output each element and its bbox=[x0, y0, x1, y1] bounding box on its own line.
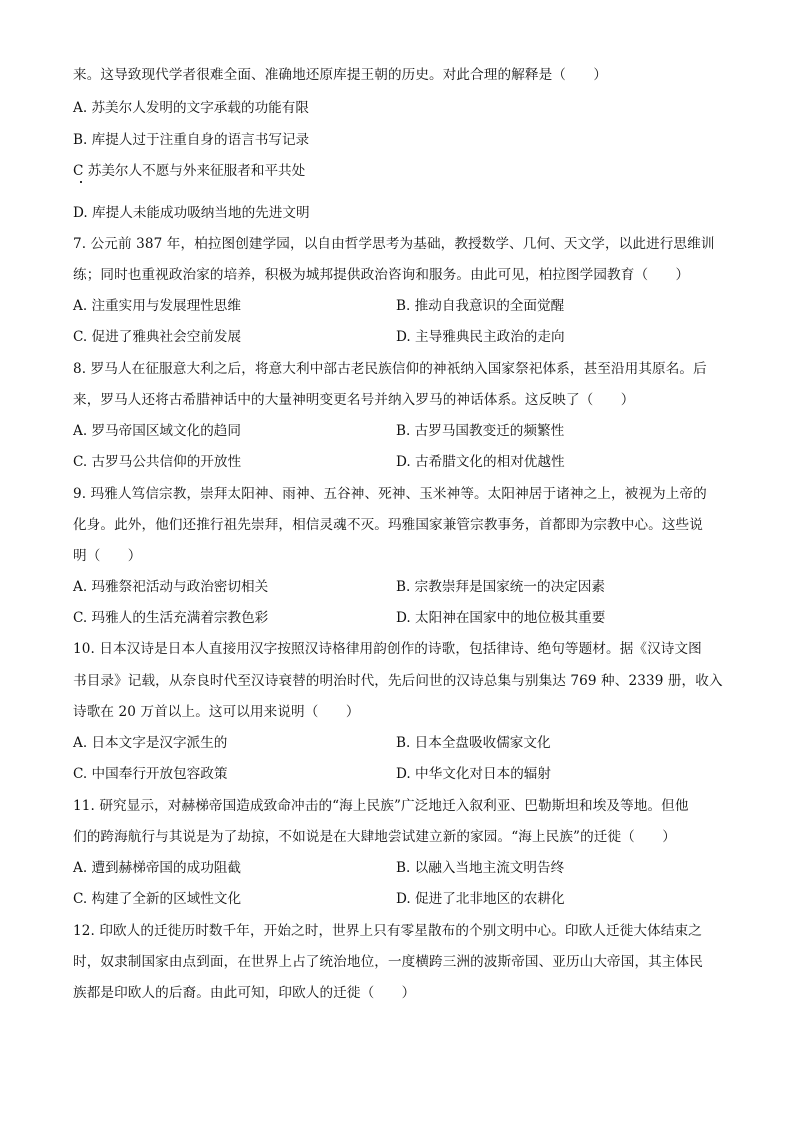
q10-option-d[interactable]: D. 中华文化对日本的辐射 bbox=[396, 766, 551, 782]
q11-option-b[interactable]: B. 以融入当地主流文明告终 bbox=[396, 860, 565, 876]
q12-stem-line-2: 时，奴隶制国家由点到面，在世界上占了统治地位，一度横跨三洲的波斯帝国、亚历山大帝国，其主体民 bbox=[73, 954, 703, 970]
q10-stem-line-3: 诗歌在 20 万首以上。这可以用来说明（ ） bbox=[73, 704, 360, 720]
q11-option-d[interactable]: D. 促进了北非地区的农耕化 bbox=[396, 891, 565, 907]
q9-option-d[interactable]: D. 太阳神在国家中的地位极其重要 bbox=[396, 610, 606, 626]
q11-stem-line-2: 们的跨海航行与其说是为了劫掠，不如说是在大肆地尝试建立新的家园。“海上民族”的迁徙（ ） bbox=[73, 829, 676, 845]
q6-option-c[interactable]: C 苏美尔人不愿与外来征服者和平共处 bbox=[73, 163, 306, 179]
q10-stem-line-2: 书目录》记载，从奈良时代至汉诗衰替的明治时代，先后问世的汉诗总集与别集达 769 种、2339 册，收入 bbox=[73, 673, 723, 689]
q6-option-d[interactable]: D. 库提人未能成功吸纳当地的先进文明 bbox=[73, 205, 310, 221]
q12-stem-line-1: 12. 印欧人的迁徙历时数千年，开始之时，世界上只有零星散布的个别文明中心。印欧人迁徙大体结束之 bbox=[73, 923, 702, 939]
q7-option-d[interactable]: D. 主导雅典民主政治的走向 bbox=[396, 329, 565, 345]
q11-stem-line-1: 11. 研究显示，对赫梯帝国造成致命冲击的“海上民族”广泛地迁入叙利亚、巴勒斯坦和埃及等地。但他 bbox=[73, 798, 689, 814]
q9-stem-line-2: 化身。此外，他们还推行祖先崇拜，相信灵魂不灭。玛雅国家兼管宗教事务，首都即为宗教中心。这些说 bbox=[73, 517, 703, 533]
q8-stem-line-2: 来，罗马人还将古希腊神话中的大量神明变更名号并纳入罗马的神话体系。这反映了（ ） bbox=[73, 392, 635, 408]
q9-stem-line-3: 明（ ） bbox=[73, 548, 142, 564]
q8-option-d[interactable]: D. 古希腊文化的相对优越性 bbox=[396, 454, 565, 470]
q9-option-c[interactable]: C. 玛雅人的生活充满着宗教色彩 bbox=[73, 610, 269, 626]
q12-stem-line-3: 族都是印欧人的后裔。由此可知，印欧人的迁徙（ ） bbox=[73, 985, 416, 1001]
q6-stem-tail: 来。这导致现代学者很难全面、准确地还原库提王朝的历史。对此合理的解释是（ ） bbox=[73, 67, 608, 83]
q11-option-c[interactable]: C. 构建了全新的区域性文化 bbox=[73, 891, 242, 907]
q8-option-b[interactable]: B. 古罗马国教变迁的频繁性 bbox=[396, 423, 565, 439]
q7-option-a[interactable]: A. 注重实用与发展理性思维 bbox=[73, 298, 241, 314]
q10-option-a[interactable]: A. 日本文字是汉字派生的 bbox=[73, 735, 228, 751]
stray-dot bbox=[80, 181, 82, 183]
q8-option-c[interactable]: C. 古罗马公共信仰的开放性 bbox=[73, 454, 242, 470]
q8-option-a[interactable]: A. 罗马帝国区域文化的趋同 bbox=[73, 423, 241, 439]
q9-option-a[interactable]: A. 玛雅祭祀活动与政治密切相关 bbox=[73, 579, 269, 595]
q11-option-a[interactable]: A. 遭到赫梯帝国的成功阻截 bbox=[73, 860, 241, 876]
q10-stem-line-1: 10. 日本汉诗是日本人直接用汉字按照汉诗格律用韵创作的诗歌，包括律诗、绝句等题材。据《汉诗文图 bbox=[73, 641, 702, 657]
q9-stem-line-1: 9. 玛雅人笃信宗教，崇拜太阳神、雨神、五谷神、死神、玉米神等。太阳神居于诸神之上，被视为上帝的 bbox=[73, 486, 707, 502]
q8-stem-line-1: 8. 罗马人在征服意大利之后，将意大利中部古老民族信仰的神祇纳入国家祭祀体系，甚至沿用其原名。后 bbox=[73, 361, 707, 377]
q6-option-a[interactable]: A. 苏美尔人发明的文字承载的功能有限 bbox=[73, 100, 309, 116]
q7-option-c[interactable]: C. 促进了雅典社会空前发展 bbox=[73, 329, 242, 345]
q6-option-b[interactable]: B. 库提人过于注重自身的语言书写记录 bbox=[73, 132, 310, 148]
q7-option-b[interactable]: B. 推动自我意识的全面觉醒 bbox=[396, 298, 565, 314]
q10-option-c[interactable]: C. 中国奉行开放包容政策 bbox=[73, 766, 228, 782]
q7-stem-line-1: 7. 公元前 387 年，柏拉图创建学园，以自由哲学思考为基础，教授数学、几何、天文学，以此进行思维训 bbox=[73, 236, 715, 252]
q10-option-b[interactable]: B. 日本全盘吸收儒家文化 bbox=[396, 735, 551, 751]
q7-stem-line-2: 练；同时也重视政治家的培养，积极为城邦提供政治咨询和服务。由此可见，柏拉图学园教育（ ） bbox=[73, 267, 690, 283]
q9-option-b[interactable]: B. 宗教崇拜是国家统一的决定因素 bbox=[396, 579, 605, 595]
